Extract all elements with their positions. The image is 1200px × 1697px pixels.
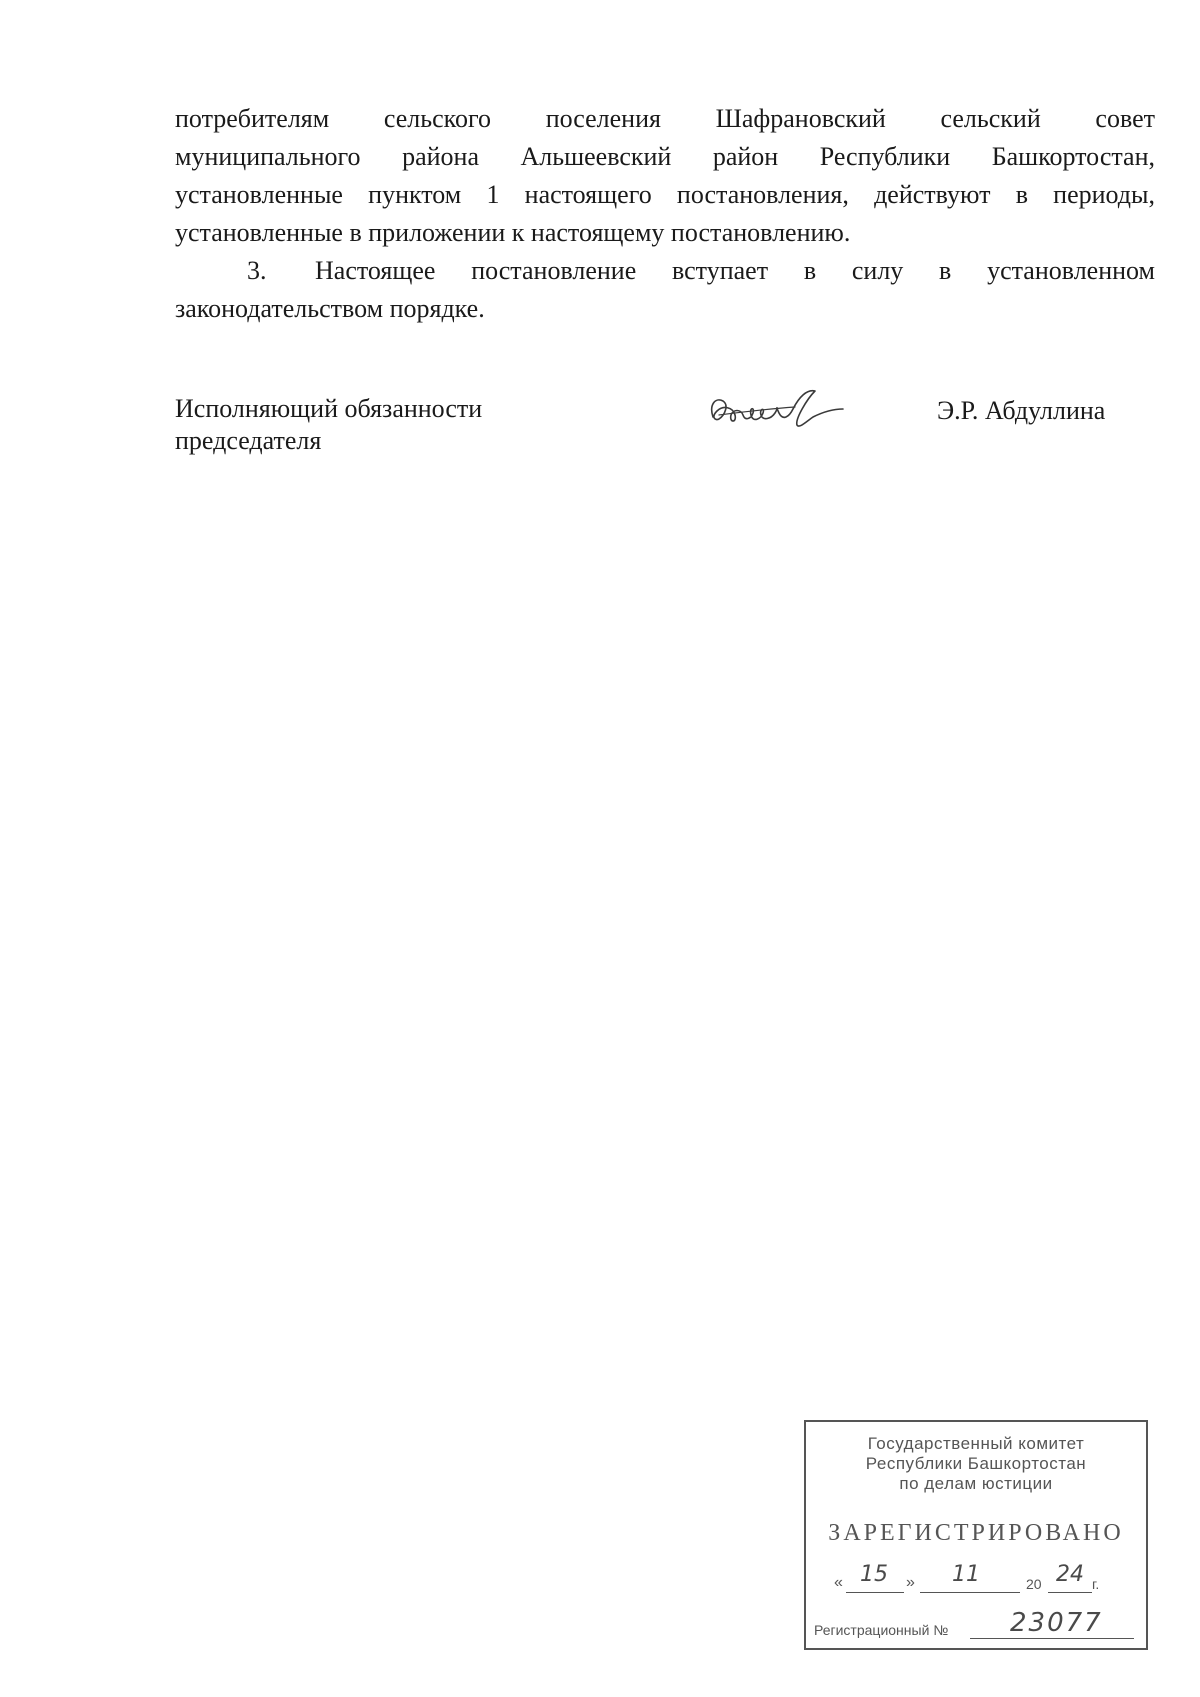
stamp-day: 15 [860,1562,888,1587]
stamp-registration-number [814,1608,1140,1642]
para2-line-4: установленные в приложении к настоящему постановлению. [175,218,851,247]
para2-line-2: муниципального района Альшеевский район Республики Башкортостан, [175,142,1155,171]
stamp-day-line [846,1592,904,1593]
stamp-reg-label: Регистрационный № [814,1622,949,1638]
para2-line-3: установленные пунктом 1 настоящего постановления, действуют в периоды, [175,180,1155,209]
stamp-quote-open: « [834,1574,843,1591]
stamp-registered-label: ЗАРЕГИСТРИРОВАНО [828,1520,1124,1546]
stamp-year-line [1048,1592,1092,1593]
stamp-quote-close: » [906,1574,915,1591]
stamp-reg-number: 23077 [1010,1608,1103,1638]
handwritten-signature [695,379,855,439]
para2-line-1: потребителям сельского поселения Шафрановский сельский совет [175,104,1155,133]
para3-number: 3. [247,256,267,285]
stamp-year-suffix: г. [1092,1576,1100,1592]
stamp-century: 20 [1026,1576,1042,1592]
signatory-title-line-1: Исполняющий обязанности [175,394,483,423]
stamp-month: 11 [952,1562,980,1587]
body-text [175,100,1155,328]
signatory-title-line-2: председателя [175,426,322,455]
stamp-reg-line [970,1638,1134,1639]
para3-line-2: законодательством порядке. [175,294,485,323]
stamp-organization [806,1434,1146,1494]
registration-stamp [804,1420,1148,1650]
stamp-org-line-3: по делам юстиции [899,1474,1053,1493]
signatory-name: Э.Р. Абдуллина [937,396,1106,425]
para3-line-1 [175,252,1155,290]
stamp-date [834,1562,1124,1598]
stamp-org-line-1: Государственный комитет [867,1434,1085,1453]
stamp-org-line-2: Республики Башкортостан [865,1454,1087,1473]
signatory-title [175,393,595,457]
stamp-month-line [920,1592,1020,1593]
stamp-year: 24 [1056,1562,1084,1587]
para3-text: Настоящее постановление вступает в силу в установленном [315,256,1155,285]
